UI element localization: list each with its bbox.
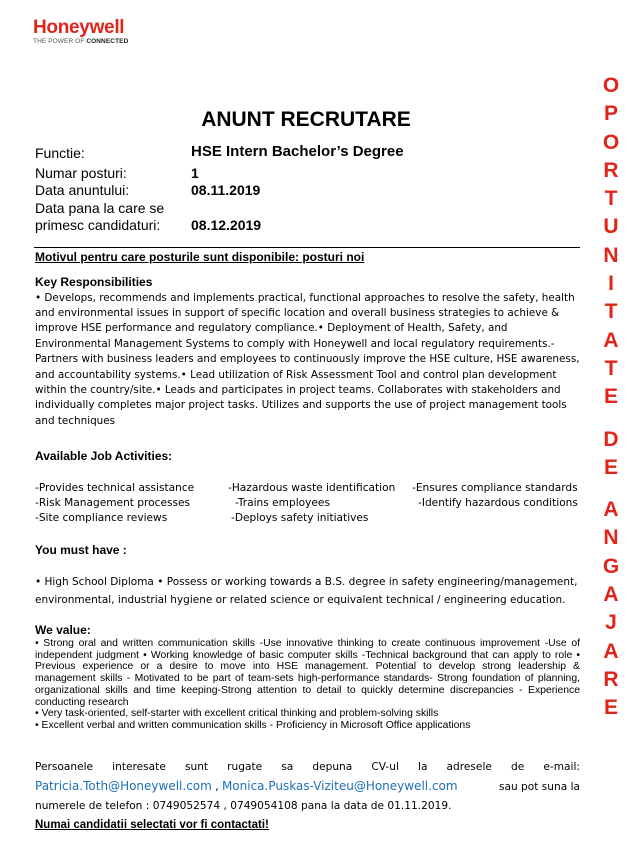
side-letter: N [603,526,619,550]
activity-2-3: -Identify hazardous conditions [418,497,578,509]
side-letter: D [603,427,619,451]
activity-3-2: -Deploys safety initiatives [231,512,369,524]
contact-line-1: Persoanele interesate sunt rugate sa depuna CV-ul la adresele de e-mail: [35,761,580,773]
logo-tagline-prefix: THE POWER OF [33,38,87,45]
side-letter: A [603,639,619,663]
side-letter: I [608,272,614,296]
we-value-item: • Very task-oriented, self-starter with excellent critical thinking and problem-solving skills [35,708,439,720]
activity-1-1: -Provides technical assistance [35,482,195,494]
side-letter: T [604,356,618,380]
email-separator: , [211,781,222,793]
contact-line-3: numerele de telefon : 0749052574 , 0749054108 pana la data de 01.11.2019. [35,800,452,812]
must-have-text: • High School Diploma • Possess or working towards a B.S. degree in safety engineering/management, environmental, industrial hygiene or related science or equivalent technical / engineering education. [35,576,578,606]
key-responsibilities [35,275,580,429]
key-resp-text: • Develops, recommends and implements practical, functional approaches to resolve the safety, health and environmental issues in support of specific location and overall business strategies to achieve & improve HSE performance and regulatory compliance.• Deployment of Health, Safety, and Environmental Management Systems to comply with Honeywell and local regulatory requirements.- Partners with business leaders and employees to continuously improve the HSE culture, HSE awareness, and accountability systems.• Lead utilization of Risk Assessment Tool and control plan development within the country/site.• Leads and participates in project teams. Collaborates with stakeholders and individually completes major project tasks. Utilizes and supports the use of project management tools and techniques [35,291,580,427]
side-letter [598,482,624,496]
email-link-patricia[interactable]: Patricia.Toth@Honeywell.com [35,779,212,793]
side-letter: E [603,696,618,720]
logo-tagline-bold: CONNECTED [86,38,129,45]
contact-block [35,758,580,835]
side-letter: J [605,611,617,635]
we-value-list [35,638,580,732]
side-letter: G [602,554,620,578]
logo-name: Honeywell [33,17,125,38]
activity-1-3: -Ensures compliance standards [412,482,578,494]
contact-note: Numai candidatii selectati vor fi contactati! [35,819,269,831]
posturi-label: Numar posturi: [35,165,127,181]
must-have-heading: You must have : [35,543,127,557]
logo-tagline [33,38,128,46]
data-anunt-value: 08.11.2019 [191,182,261,198]
activities-heading: Available Job Activities: [35,449,173,463]
side-letter: A [603,328,619,352]
we-value-item: • Excellent verbal and written communication skills - Proficiency in Microsoft Office applications [35,719,471,731]
contact-line-2 [35,777,580,797]
divider [34,247,580,248]
side-letter: U [603,215,619,239]
functie-value: HSE Intern Bachelor’s Degree [191,143,404,160]
side-letter: R [603,667,619,691]
side-letter: E [603,455,618,479]
side-letter: R [603,158,619,182]
activity-1-2: -Hazardous waste identification [228,482,396,494]
email-link-monica[interactable]: Monica.Puskas-Viziteu@Honeywell.com [221,779,458,793]
pana-value: 08.12.2019 [191,217,262,233]
side-letter: A [603,498,619,522]
honeywell-logo [33,18,128,46]
we-value-item: • Strong oral and written communication skills -Use innovative thinking to create continuous improvement -Use of independent judgment • Working knowledge of basic computer skills -Technical background that can apply to role • Previous experience or a desire to move into HSE management. Potential to develop strong leadership & management skills - Motivated to be part of team-sets high-performance standards- Strong foundation of planning, organizational skills and time keeping-Strong attention to detail to quickly determine discrepancies - Experience conducting research [35,638,580,708]
pana-label-2: primesc candidaturi: [35,217,161,233]
data-anunt-label: Data anuntului: [35,182,130,198]
posturi-value: 1 [191,165,199,181]
side-letter: N [603,243,619,267]
side-letter: E [603,385,618,409]
side-letter: T [604,187,618,211]
page-title: ANUNT RECRUTARE [201,108,411,131]
side-letter: O [602,130,620,154]
pana-label-1: Data pana la care se [35,200,165,216]
side-letter [598,412,624,426]
key-resp-heading: Key Responsibilities [35,275,153,289]
contact-or-call: sau pot suna la [498,781,580,793]
functie-label: Functie: [35,145,85,161]
activity-2-2: -Trains employees [235,497,330,509]
we-value-heading: We value: [35,623,91,637]
motiv-line: Motivul pentru care posturile sunt disponibile: posturi noi [35,250,365,264]
side-letter: T [604,300,618,324]
side-letter: O [602,74,620,97]
side-vertical-text [598,72,624,723]
side-letter: A [603,583,619,607]
activity-3-1: -Site compliance reviews [35,512,168,524]
side-letter: P [603,102,618,126]
activity-2-1: -Risk Management processes [35,497,191,509]
